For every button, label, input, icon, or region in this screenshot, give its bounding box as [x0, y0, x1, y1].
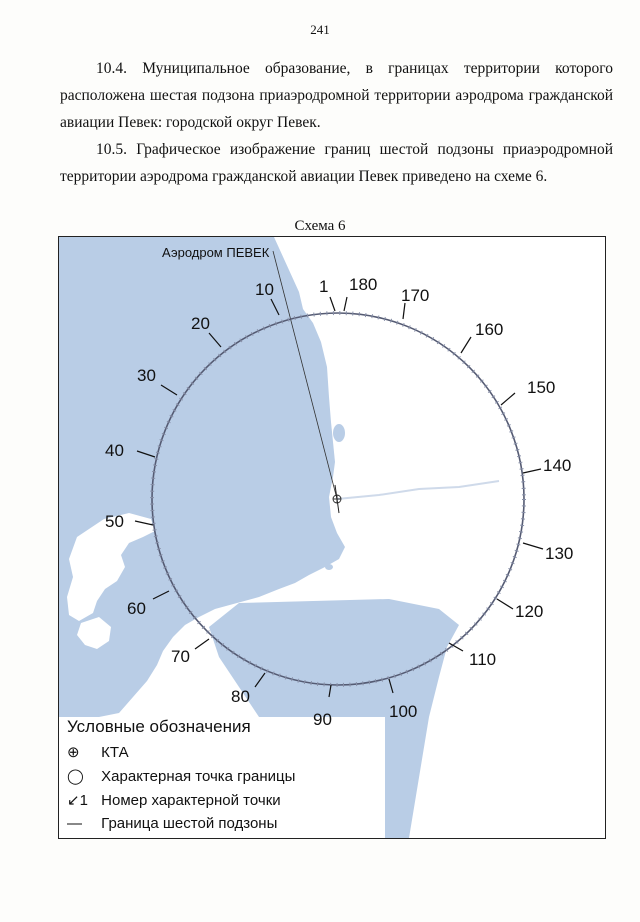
svg-text:140: 140 — [543, 456, 572, 475]
svg-text:1: 1 — [319, 277, 329, 296]
legend-title: Условные обозначения — [67, 717, 251, 736]
point-120 — [497, 599, 543, 621]
svg-text:80: 80 — [231, 687, 250, 706]
svg-text:60: 60 — [127, 599, 146, 618]
legend-item-boundary-point — [67, 767, 295, 785]
svg-text:170: 170 — [401, 286, 430, 305]
map-legend — [67, 717, 367, 837]
legend-label: КТА — [101, 744, 129, 761]
point-170 — [401, 286, 429, 319]
point-70 — [171, 639, 209, 666]
boundary-line-icon: — — [67, 815, 82, 832]
scheme-map — [58, 236, 606, 839]
svg-text:10: 10 — [255, 280, 274, 299]
legend-item-boundary-line — [67, 815, 277, 832]
svg-text:180: 180 — [349, 275, 378, 294]
point-130 — [523, 543, 573, 563]
svg-text:110: 110 — [469, 650, 497, 669]
svg-text:40: 40 — [105, 441, 124, 460]
page-number: 241 — [310, 22, 330, 37]
legend-label: Номер характерной точки — [101, 792, 281, 809]
point-180 — [344, 275, 377, 311]
svg-text:120: 120 — [515, 602, 544, 621]
point-1 — [319, 277, 335, 311]
point-160 — [461, 320, 503, 353]
svg-text:160: 160 — [475, 320, 504, 339]
svg-text:130: 130 — [545, 544, 574, 563]
legend-label: Характерная точка границы — [101, 768, 296, 785]
kta-icon: ⊕ — [67, 744, 80, 761]
legend-item-kta — [67, 743, 129, 761]
point-110 — [449, 643, 496, 669]
svg-text:50: 50 — [105, 512, 124, 531]
aerodrome-label: Аэродром ПЕВЕК — [162, 245, 270, 260]
legend-item-point-number — [67, 791, 281, 809]
river — [337, 481, 499, 499]
scheme-caption: Схема 6 — [294, 218, 346, 234]
point-number-icon: ↙1 — [67, 792, 88, 809]
paragraph-10-4: 10.4. Муниципальное образование, в границах территории которого расположена шестая подзона приаэродромной территории аэродрома гражданской авиации Певек: городской округ Певек. — [60, 60, 613, 131]
svg-text:70: 70 — [171, 647, 190, 666]
point-140 — [523, 456, 571, 475]
svg-text:30: 30 — [137, 366, 156, 385]
svg-text:150: 150 — [527, 378, 556, 397]
svg-text:20: 20 — [191, 314, 210, 333]
svg-text:100: 100 — [389, 702, 418, 721]
lake — [325, 564, 333, 570]
lake — [333, 424, 345, 442]
point-150 — [501, 378, 555, 405]
legend-label: Граница шестой подзоны — [101, 815, 278, 832]
paragraph-10-5: 10.5. Графическое изображение границ шестой подзоны приаэродромной территории аэродрома гражданской авиации Певек приведено на схеме 6. — [60, 141, 613, 185]
boundary-point-icon: ◯ — [67, 768, 84, 785]
svg-text:90: 90 — [313, 710, 332, 729]
